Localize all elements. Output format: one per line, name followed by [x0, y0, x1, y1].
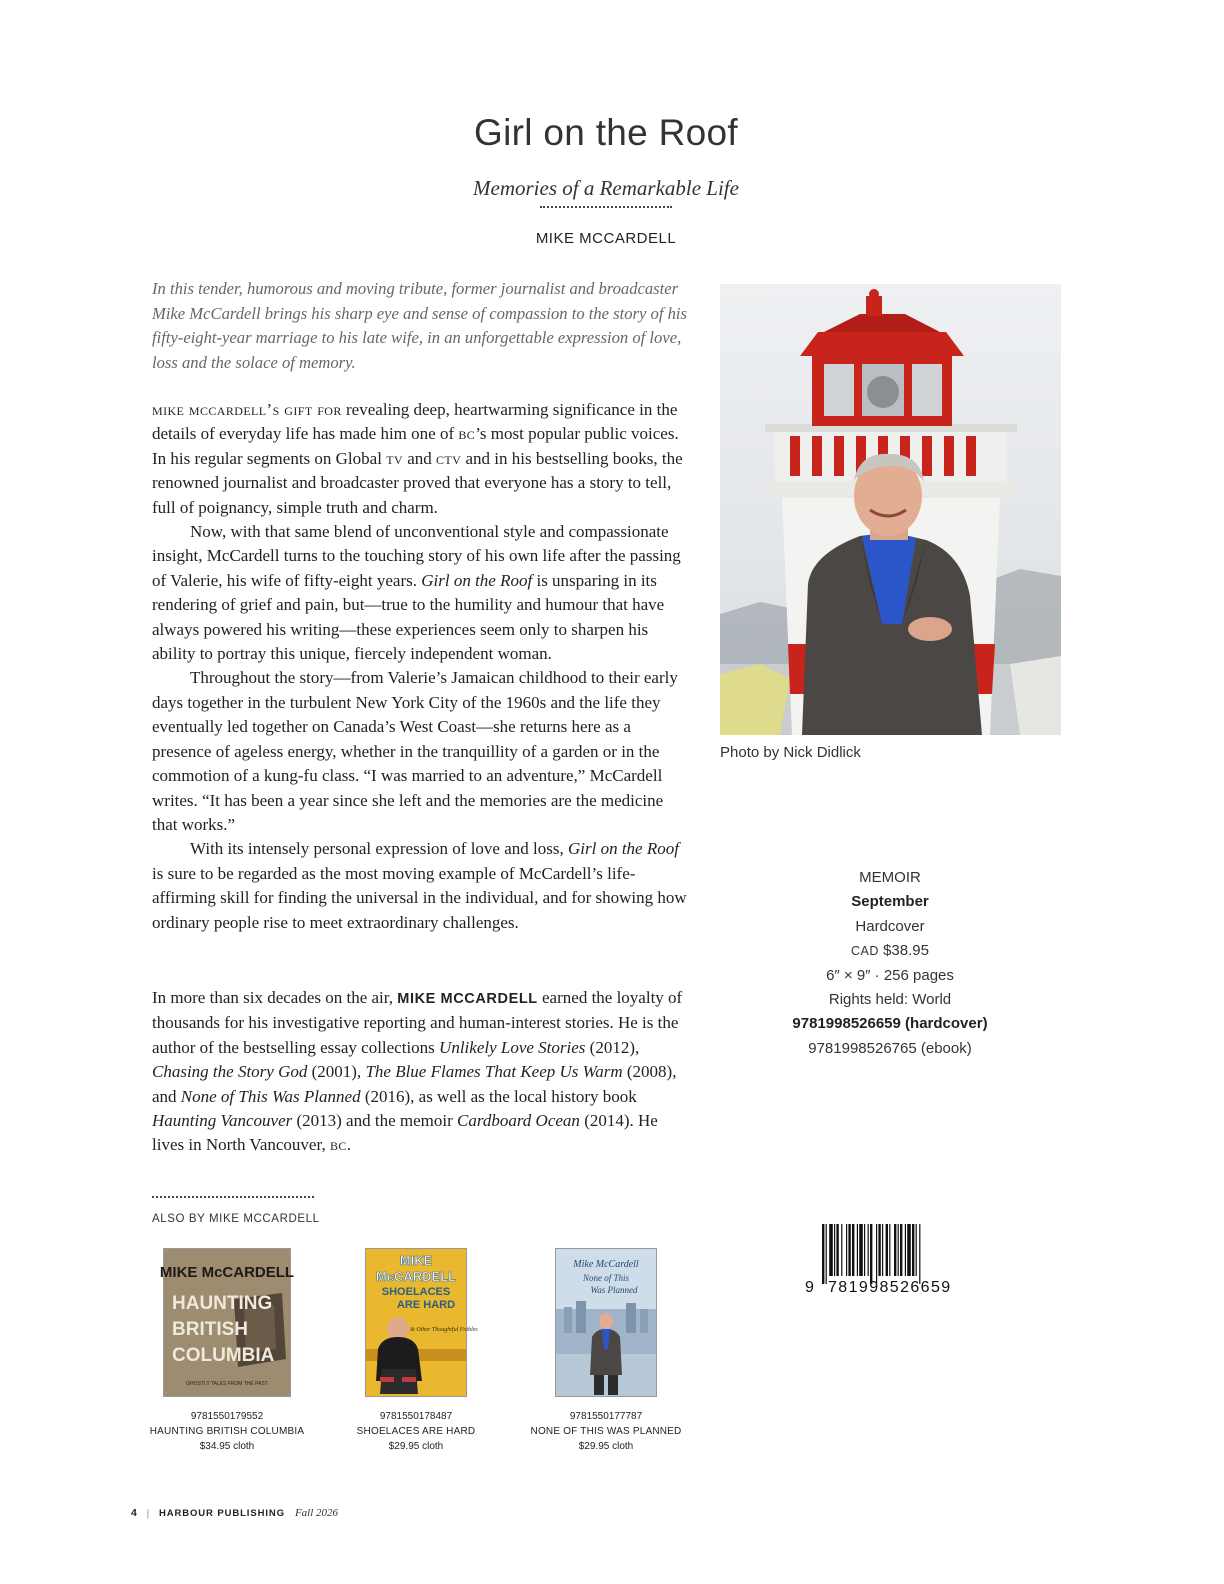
book-cover-none-of-this-was-planned[interactable] — [556, 1249, 656, 1396]
barcode-bar — [829, 1224, 833, 1276]
book-isbn: 9781550177787 — [569, 1411, 643, 1422]
cover-title-line: BRITISH — [172, 1319, 248, 1340]
photo-credit: Photo by Nick Didlick — [720, 744, 861, 761]
barcode-bar — [864, 1224, 865, 1276]
page-footer — [131, 1507, 338, 1519]
text-run: (2008), and — [152, 1062, 677, 1106]
lighthouse-portrait-illustration — [720, 284, 1061, 735]
book-title-ref: The Blue Flames That Keep Us Warm — [365, 1062, 623, 1082]
description-paragraph: Throughout the story—from Valerie’s Jamaican childhood to their early days together in the turbulent New York City of the 1960s and the life they eventually led together on Canada’s West Coast—she returns here as a presence of ageless energy, whether in the tranquillity of a garden or in the commotion of a kung-fu class. “I was married to an adventure,” McCardell writes. “It has been a year since she left and the memories are the medicine that works.” — [152, 668, 678, 834]
barcode-lead-digit: 9 — [805, 1279, 814, 1296]
cover-author-line: McCARDELL — [375, 1269, 457, 1284]
barcode-bar — [876, 1224, 877, 1284]
barcode-bar — [870, 1224, 872, 1284]
book-list-title: HAUNTING BRITISH COLUMBIA — [149, 1426, 305, 1437]
isbn-ebook: 9781998526765 (ebook) — [808, 1039, 972, 1057]
barcode-bar — [822, 1224, 824, 1284]
isbn-hardcover: 9781998526659 (hardcover) — [792, 1015, 988, 1033]
text-run: tv — [386, 448, 403, 468]
category: MEMOIR — [859, 869, 921, 886]
price — [760, 939, 1020, 963]
text-run: is unsparing in its rendering of grief and pain, but—true to the humility and humour that have always powered his writing—these experiences seem only to sharpen his ability to portray this unique, fiercely independent woman. — [152, 570, 665, 664]
text-run: (2013) and the memoir — [292, 1111, 457, 1131]
description-paragraph — [152, 837, 687, 935]
barcode-bar — [834, 1224, 835, 1276]
text-run: (2012), — [585, 1037, 640, 1057]
cover-art — [159, 1249, 295, 1396]
book-author: MIKE MCCARDELL — [535, 230, 677, 247]
book-details — [760, 866, 1020, 1061]
cover-art — [366, 1249, 478, 1396]
barcode-bar — [826, 1224, 827, 1284]
text-run: and — [402, 448, 437, 468]
barcode-bar — [907, 1224, 911, 1276]
description-paragraph — [152, 398, 687, 520]
cover-title-line: COLUMBIA — [172, 1345, 275, 1366]
text-run: is sure to be regarded as the most moving example of McCardell’s life-affirming skill for finding the universal in the individual, and for showing how ordinary people rise to meet extraordinary challenges. — [152, 863, 687, 932]
book-cover-haunting-british-columbia[interactable] — [159, 1249, 295, 1396]
barcode-bar — [846, 1224, 847, 1276]
book-info — [506, 1411, 706, 1452]
lead-in: mike mccardell’s gift for — [152, 400, 342, 419]
text-run: (2001), — [307, 1062, 366, 1082]
rights: Rights held: World — [828, 991, 952, 1009]
book-price: $29.95 cloth — [388, 1441, 444, 1452]
barcode-bar — [868, 1224, 869, 1276]
text-run: In more than six decades on the air, — [152, 988, 398, 1007]
cover-art — [556, 1249, 656, 1396]
book-title-ref: Girl on the Roof — [421, 570, 533, 590]
dotted-divider — [152, 1196, 314, 1198]
barcode-bar — [859, 1224, 863, 1276]
book-price: $29.95 cloth — [578, 1441, 634, 1452]
intro-blurb: In this tender, humorous and moving tribute, former journalist and broadcaster Mike McCardell brings his sharp eye and sense of compassion to the story of his fifty-eight-year marriage to his late wife, in an unforgettable expression of love, loss and the solace of memory. — [152, 279, 687, 372]
book-title-ref: Unlikely Love Stories — [439, 1037, 586, 1057]
barcode-bar — [886, 1224, 888, 1276]
cover-title-line: SHOELACES — [381, 1286, 451, 1298]
price-value: $38.95 — [883, 942, 929, 960]
book-title-ref: Cardboard Ocean — [457, 1111, 580, 1131]
author-name: MIKE MCCARDELL — [397, 991, 538, 1007]
barcode-bar — [878, 1224, 880, 1276]
book-info — [127, 1411, 327, 1452]
cover-title-line: ARE HARD — [396, 1299, 456, 1311]
cover-author: Mike McCardell — [573, 1259, 639, 1270]
barcode-bars — [822, 1224, 920, 1284]
cover-author: MIKE McCARDELL — [159, 1264, 295, 1281]
publisher-name: HARBOUR PUBLISHING — [158, 1508, 285, 1519]
cover-author-line: MIKE — [399, 1253, 433, 1268]
also-by-heading: ALSO BY MIKE MCCARDELL — [152, 1213, 320, 1225]
book-title-ref: Haunting Vancouver — [152, 1111, 293, 1131]
catalog-season: Fall 2026 — [294, 1507, 339, 1519]
isbn-barcode — [800, 1224, 970, 1296]
barcode-graphic — [800, 1224, 970, 1296]
barcode-bar — [836, 1224, 838, 1276]
text-run: ctv — [436, 448, 462, 468]
book-isbn: 9781550179552 — [190, 1411, 264, 1422]
book-price: $34.95 cloth — [199, 1441, 255, 1452]
description-body — [152, 398, 687, 935]
book-isbn: 9781550178487 — [379, 1411, 453, 1422]
text-run: (2014). He lives in North Vancouver, — [152, 1111, 658, 1155]
text-run: Now, with that same blend of unconventional style and compassionate insight, McCardell turns to the touching story of his own life after the passing of Valerie, his wife of fifty-eight years. — [152, 522, 681, 590]
barcode-bar — [889, 1224, 890, 1276]
text-run: and in his bestselling books, the renowned journalist and broadcaster proved that everyone has a story to tell, full of poignancy, simple truth and charm. — [152, 448, 683, 517]
book-title-ref: Girl on the Roof — [567, 839, 679, 859]
cover-tagline: GHOSTLY TALES FROM THE PAST — [186, 1381, 268, 1387]
text-run: (2016), as well as the local history book — [360, 1086, 637, 1106]
text-run: . — [346, 1135, 352, 1155]
book-subtitle: Memories of a Remarkable Life — [473, 176, 739, 200]
format: Hardcover — [855, 917, 925, 935]
barcode-bar — [905, 1224, 906, 1276]
barcode-bar — [916, 1224, 917, 1276]
author-photo — [720, 284, 1061, 735]
cover-title-line: None of This — [582, 1273, 630, 1283]
cover-tagline: & Other Thoughtful Foibles — [410, 1327, 478, 1333]
barcode-digits: 781998526659 — [828, 1279, 952, 1296]
book-title-ref: Chasing the Story God — [152, 1062, 308, 1082]
barcode-bar — [900, 1224, 902, 1276]
author-bio — [152, 986, 687, 1158]
cover-title-line: HAUNTING — [172, 1293, 273, 1314]
book-info — [316, 1411, 516, 1452]
footer-separator: | — [146, 1508, 149, 1519]
dotted-divider — [540, 206, 672, 208]
description-paragraph — [152, 520, 687, 666]
dimensions-pages: 6″ × 9″ · 256 pages — [826, 966, 954, 984]
book-title: Girl on the Roof — [474, 112, 738, 153]
text-run: With its intensely personal expression of love and loss, — [190, 839, 568, 859]
text-run: ’s most popular public voices. In his regular segments on Global — [152, 424, 679, 468]
barcode-bar — [857, 1224, 858, 1276]
text-run: bc — [458, 424, 476, 444]
barcode-bar — [841, 1224, 842, 1276]
barcode-bar — [882, 1224, 883, 1276]
currency: CAD — [851, 944, 879, 959]
book-title-ref: None of This Was Planned — [180, 1086, 361, 1106]
text-run: revealing deep, heartwarming significance in the details of everyday life has made him one of — [152, 400, 678, 444]
page-number: 4 — [131, 1507, 137, 1519]
book-list-title: SHOELACES ARE HARD — [356, 1426, 476, 1437]
barcode-bar — [894, 1224, 896, 1276]
barcode-bar — [848, 1224, 850, 1276]
text-run: earned the loyalty of thousands for his investigative reporting and human-interest stories. He is the author of the bestselling essay collections — [152, 988, 683, 1057]
cover-title-line: Was Planned — [590, 1285, 638, 1295]
barcode-bar — [852, 1224, 854, 1276]
book-cover-shoelaces-are-hard[interactable] — [366, 1249, 478, 1396]
text-run: bc — [329, 1135, 347, 1155]
barcode-bar — [898, 1224, 899, 1276]
release-month: September — [851, 893, 929, 911]
book-list-title: NONE OF THIS WAS PLANNED — [530, 1426, 682, 1437]
barcode-bar — [919, 1224, 920, 1284]
barcode-bar — [912, 1224, 914, 1276]
